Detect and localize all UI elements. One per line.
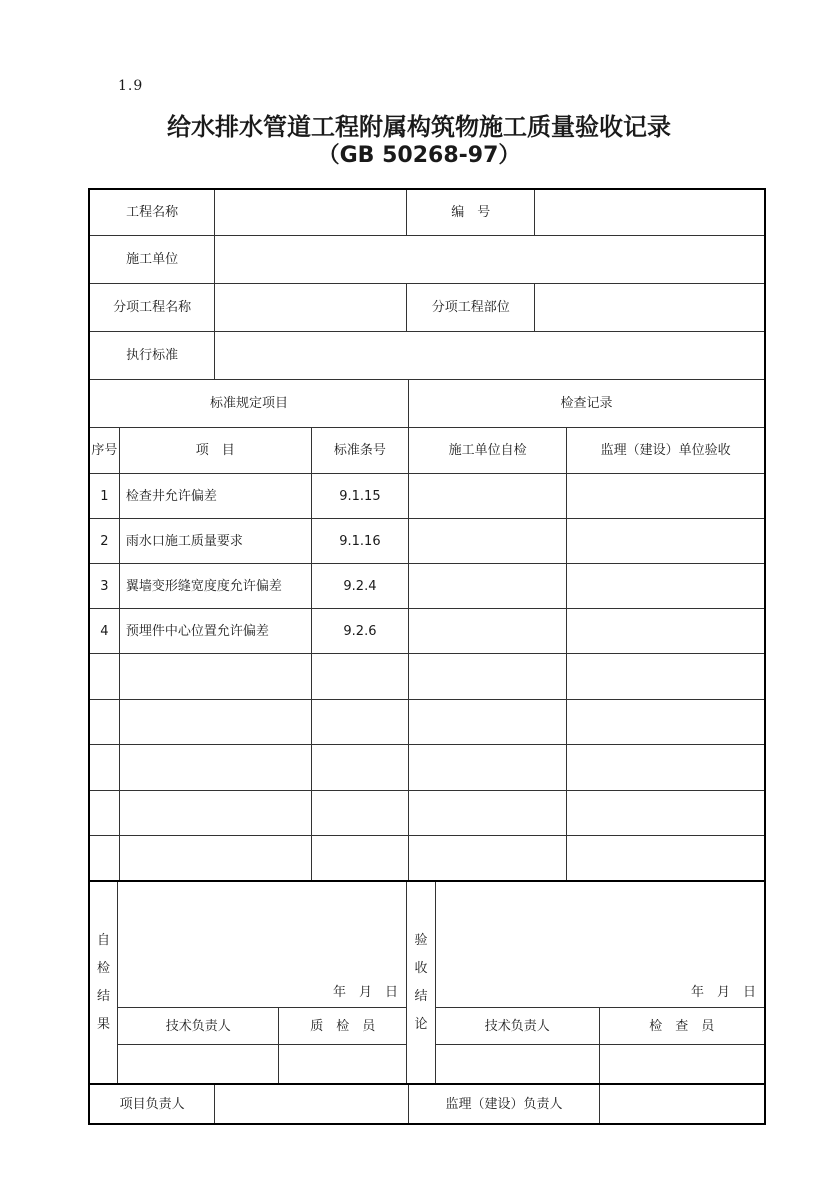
tech-lead-label: 技术负责人 [165,1018,231,1034]
acceptance-panel [435,882,764,1083]
supervisor-label: 监理（建设）负责人 [408,1085,599,1123]
row-subproject [90,283,764,331]
qc-inspector-signature [278,1045,406,1083]
item-cell: 雨水口施工质量要求 [119,519,311,563]
table-row [90,608,764,653]
subproject-name-value [214,284,406,331]
checker-signature [599,1045,765,1083]
table-row [90,473,764,518]
standard-value [214,332,764,379]
col-header-item: 项 目 [119,428,311,473]
qc-inspector-label: 质 检 员 [278,1008,406,1045]
seq-cell: 3 [100,578,109,594]
acceptance-record-table [88,188,766,1125]
checker-label: 检 查 员 [599,1008,765,1045]
table-row-empty [90,744,764,790]
clause-cell: 9.2.6 [311,609,408,653]
supervisor-signature [599,1085,764,1123]
supervision-cell [566,519,764,563]
row-standard [90,331,764,379]
seq-cell: 2 [100,533,109,549]
acceptance-tech-lead-signature [436,1045,599,1083]
subproject-part-label: 分项工程部位 [406,284,534,331]
subproject-name-label: 分项工程名称 [113,300,192,315]
self-check-result-strip [90,882,117,1083]
acceptance-tech-lead-label: 技术负责人 [484,1018,550,1034]
col-header-self-check: 施工单位自检 [408,428,566,473]
seq-cell: 4 [100,623,109,639]
table-row-empty [90,790,764,835]
acceptance-conclusion-label: 验收结论 [414,932,428,1032]
item-cell: 预埋件中心位置允许偏差 [119,609,311,653]
self-check-cell [408,609,566,653]
self-check-signature-row [118,1044,406,1083]
subproject-part-value [534,284,764,331]
project-name-value [214,190,406,235]
acceptance-date: 年 月 日 [690,984,756,1000]
builder-value [214,236,764,283]
builder-label: 施工单位 [126,252,179,267]
number-label: 编 号 [406,190,534,235]
self-check-conclusion-area [118,882,406,1007]
acceptance-signature-row [436,1044,764,1083]
number-value [534,190,764,235]
section-number: 1.9 [118,78,144,94]
col-header-seq: 序号 [91,443,118,458]
standard-label: 执行标准 [126,348,179,363]
supervision-cell [566,564,764,608]
item-cell: 翼墙变形缝宽度度允许偏差 [119,564,311,608]
supervision-cell [566,474,764,518]
table-row [90,518,764,563]
row-leads [90,1083,764,1123]
row-project-name [90,190,764,235]
supervision-cell [566,609,764,653]
self-check-panel [117,882,406,1083]
item-cell: 检查井允许偏差 [119,474,311,518]
self-check-date: 年 月 日 [333,984,399,1000]
clause-cell: 9.1.16 [311,519,408,563]
inspection-record-header: 检查记录 [408,380,764,427]
row-column-headers [90,427,764,473]
acceptance-conclusion-strip [406,882,435,1083]
project-name-label: 工程名称 [126,205,179,220]
row-builder [90,235,764,283]
signature-section [90,880,764,1083]
standard-items-header: 标准规定项目 [210,396,289,411]
table-row [90,563,764,608]
self-check-cell [408,474,566,518]
table-row-empty [90,699,764,744]
self-check-cell [408,564,566,608]
page-title: 给水排水管道工程附属构筑物施工质量验收记录 [167,113,671,141]
tech-lead-signature [118,1045,278,1083]
clause-cell: 9.1.15 [311,474,408,518]
acceptance-conclusion-area [436,882,764,1007]
project-lead-signature [214,1085,408,1123]
project-lead-label: 项目负责人 [119,1096,185,1112]
row-group-headers [90,379,764,427]
col-header-clause: 标准条号 [311,428,408,473]
self-check-result-label: 自检结果 [97,932,111,1032]
table-row-empty [90,835,764,880]
seq-cell: 1 [100,488,109,504]
acceptance-role-header [436,1007,764,1045]
self-check-cell [408,519,566,563]
clause-cell: 9.2.4 [311,564,408,608]
self-check-role-header [118,1007,406,1045]
col-header-supervision: 监理（建设）单位验收 [566,428,764,473]
title-block [0,112,838,169]
page-subtitle: （GB 50268-97） [317,143,521,168]
table-row-empty [90,653,764,699]
